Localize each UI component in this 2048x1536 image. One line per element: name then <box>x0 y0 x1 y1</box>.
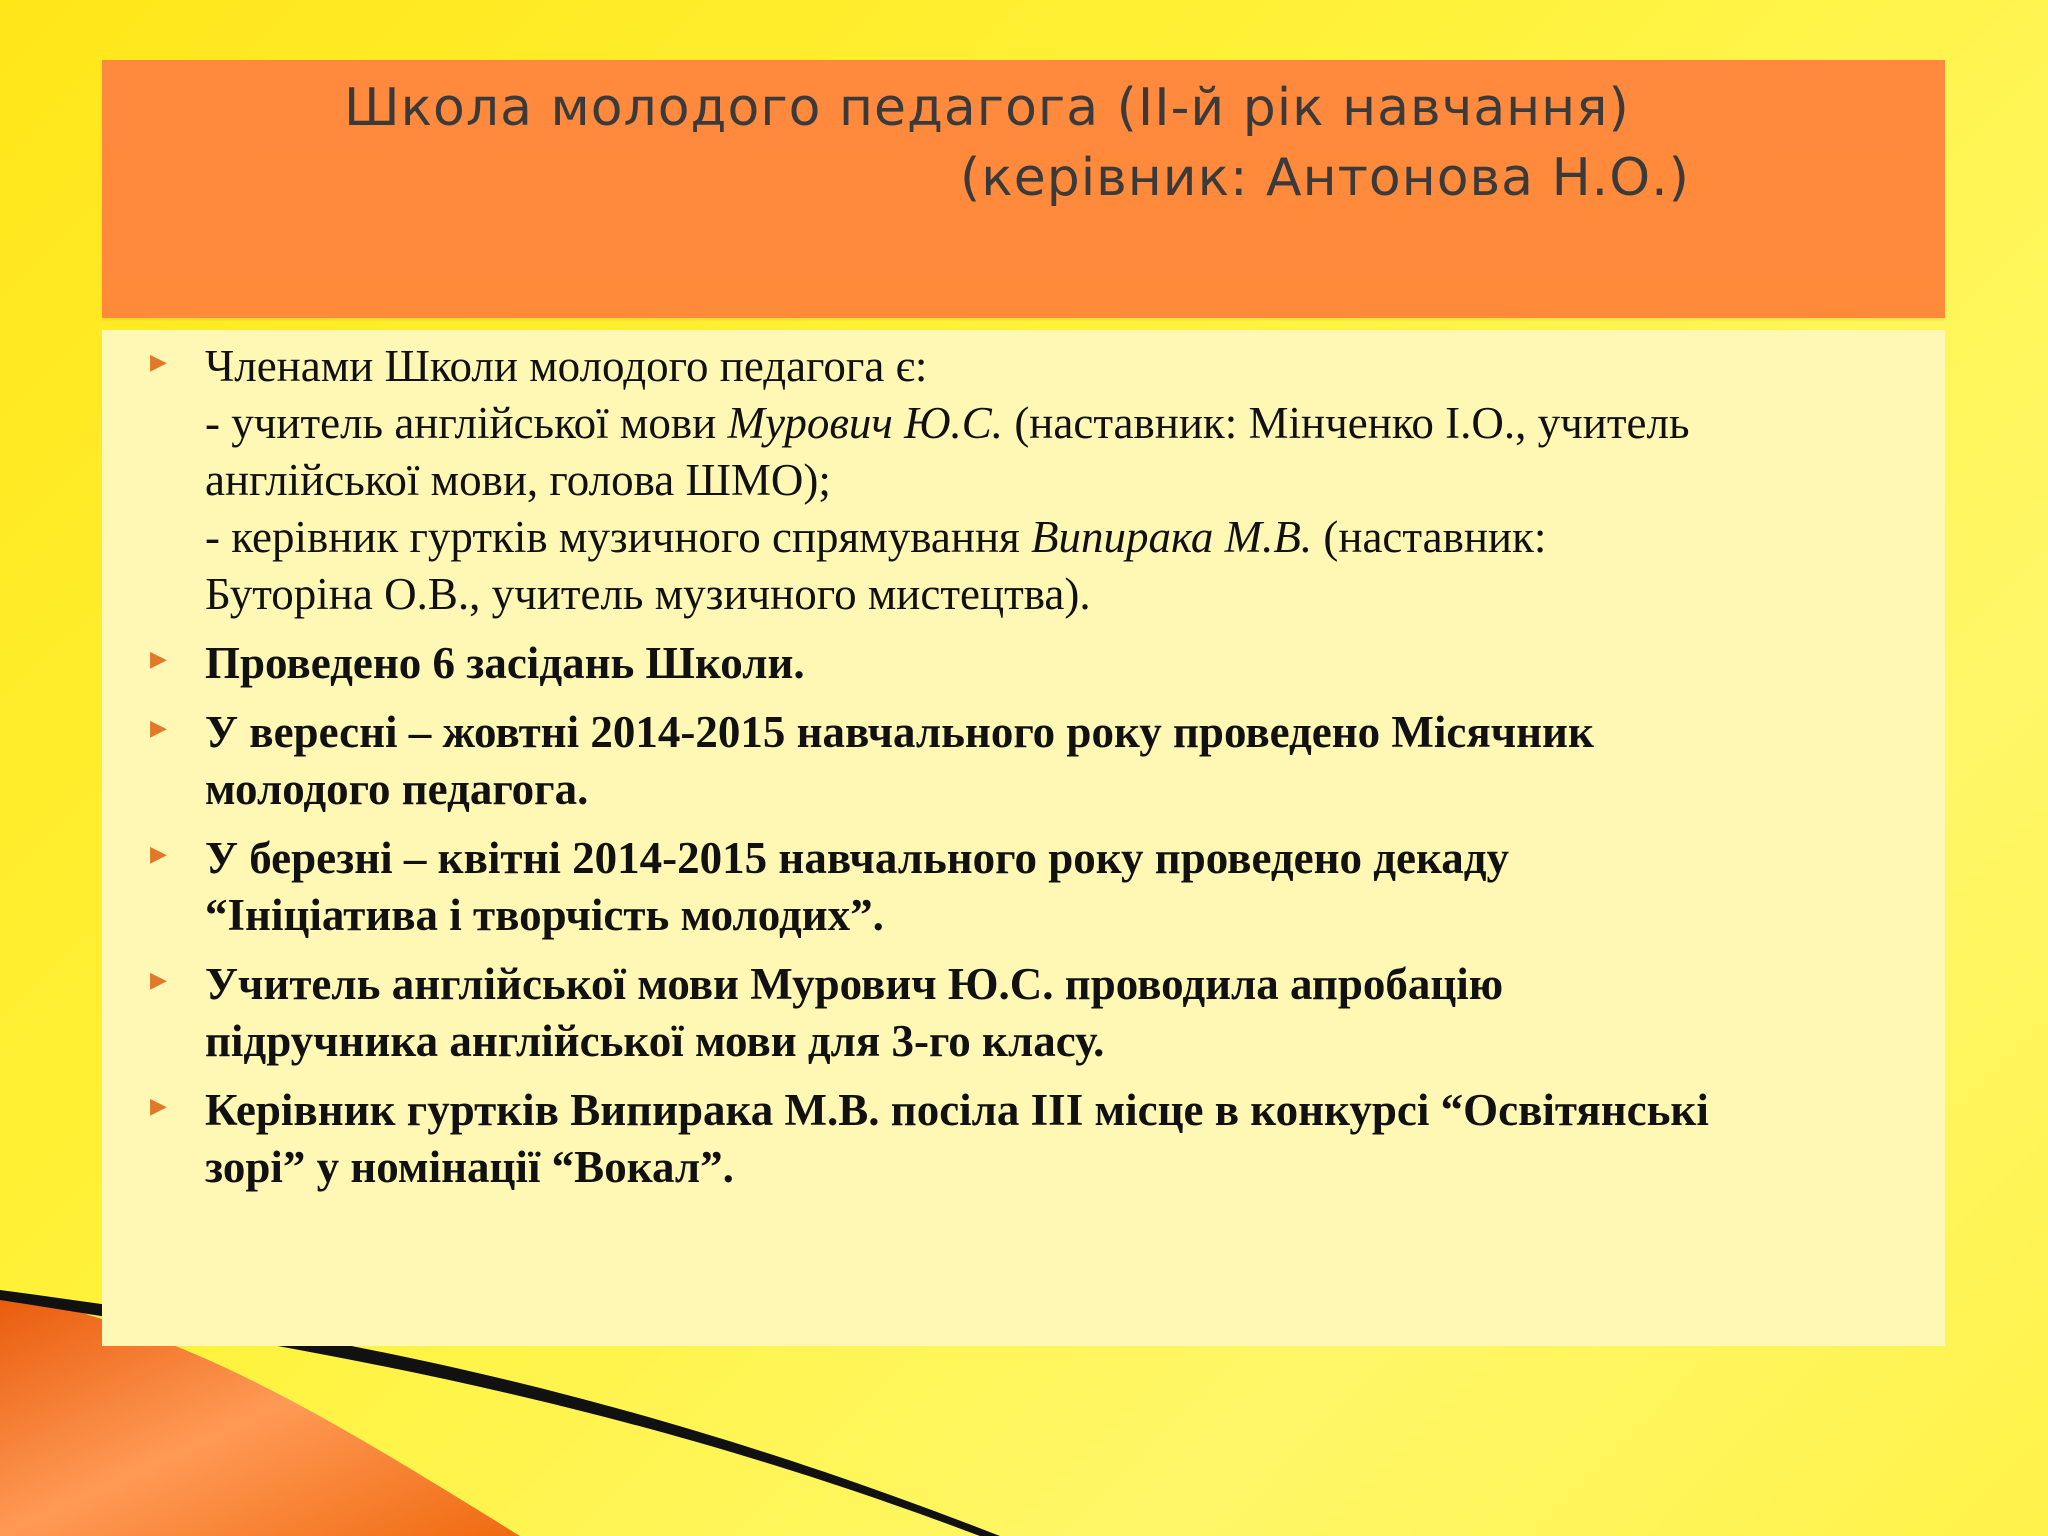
list-item: ▶ Учитель англійської мови Мурович Ю.С. проводила апробацію підручника англійської мови для 3-го класу. <box>150 959 1504 1066</box>
bullet-list <box>150 338 1930 1208</box>
list-item: ▶ У березні – квітні 2014-2015 навчального року проведено декаду “Ініціатива і творчість молодих”. <box>150 833 1509 940</box>
title-banner <box>102 60 1945 318</box>
triangle-right-icon: ▶ <box>150 646 167 671</box>
member-1-name: Мурович Ю.С. <box>727 398 1004 448</box>
list-item: ▶ Керівник гуртків Випирака М.В. посіла ІІІ місце в конкурсі “Освітянські зорі” у номінації “Вокал”. <box>150 1085 1709 1192</box>
member-2-line-cont: Буторіна О.В., учитель музичного мистецтва). <box>205 569 1091 619</box>
triangle-right-icon: ▶ <box>150 715 167 740</box>
triangle-right-icon: ▶ <box>150 841 167 866</box>
member-1-line: - учитель англійської мови Мурович Ю.С. (наставник: Мінченко І.О., учитель <box>205 398 1690 448</box>
list-item <box>150 338 1930 623</box>
member-2-name: Випирака М.В. <box>1030 512 1313 562</box>
content-panel <box>102 330 1945 1346</box>
member-2-line: - керівник гуртків музичного спрямування Випирака М.В. (наставник: <box>205 512 1547 562</box>
title-line-2: (керівник: Антонова Н.О.) <box>960 148 1690 208</box>
members-header: Членами Школи молодого педагога є: <box>205 341 928 391</box>
title-line-1: Школа молодого педагога (ІІ-й рік навчання) <box>344 78 1630 138</box>
member-1-line-cont: англійської мови, голова ШМО); <box>205 455 831 505</box>
list-item: ▶ Проведено 6 засідань Школи. <box>150 638 805 688</box>
triangle-right-icon: ▶ <box>150 1093 167 1118</box>
triangle-right-icon: ▶ <box>150 349 167 374</box>
triangle-right-icon: ▶ <box>150 967 167 992</box>
list-item: ▶ У вересні – жовтні 2014-2015 навчального року проведено Місячник молодого педагога. <box>150 707 1594 814</box>
